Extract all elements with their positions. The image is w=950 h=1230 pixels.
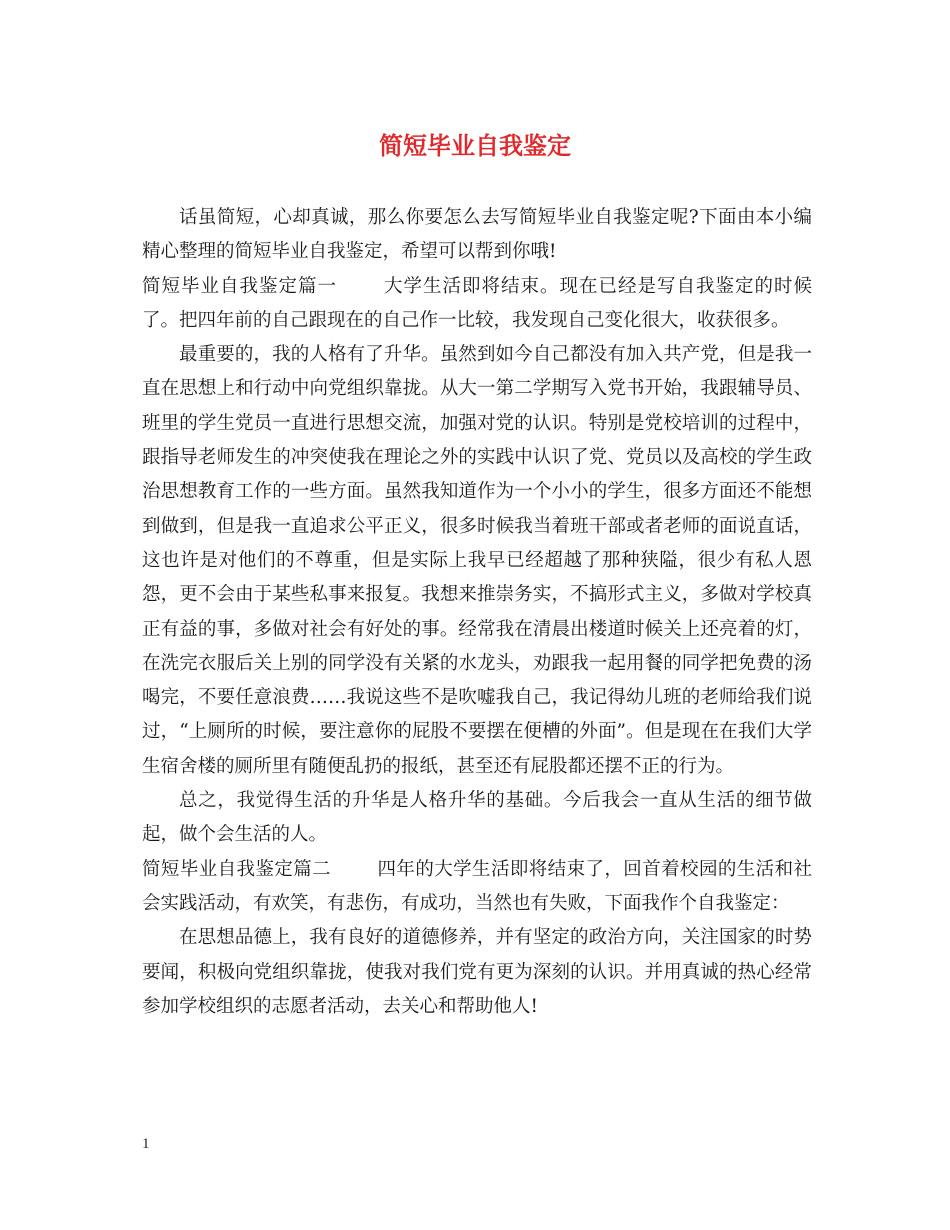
section2-paragraph <box>142 853 812 922</box>
section2-heading: 简短毕业自我鉴定篇二 <box>142 858 332 880</box>
intro-paragraph: 话虽简短，心却真诚，那么你要怎么去写简短毕业自我鉴定呢?下面由本小编精心整理的简短毕业自我鉴定，希望可以帮到你哦! <box>142 207 812 263</box>
section1-body-paragraph: 最重要的，我的人格有了升华。虽然到如今自己都没有加入共产党，但是我一直在思想上和行动中向党组织靠拢。从大一第二学期写入党书开始，我跟辅导员、班里的学生党员一直进行思想交流，加强对党的认识。特别是党校培训的过程中，跟指导老师发生的冲突使我在理论之外的实践中认识了党、党员以及高校的学生政治思想教育工作的一些方面。虽然我知道作为一个小小的学生，很多方面还不能想到做到，但是我一直追求公平正义，很多时候我当着班干部或者老师的面说直话，这也许是对他们的不尊重，但是实际上我早已经超越了那种狭隘，很少有私人恩怨，更不会由于某些私事来报复。我想来推崇务实，不搞形式主义，多做对学校真正有益的事，多做对社会有好处的事。经常我在清晨出楼道时候关上还亮着的灯，在洗完衣服后关上别的同学没有关紧的水龙头，劝跟我一起用餐的同学把免费的汤喝完，不要任意浪费……我说这些不是吹嘘我自己，我记得幼儿班的老师给我们说过，“上厕所的时候，要注意你的屁股不要摆在便槽的外面”。但是现在在我们大学生宿舍楼的厕所里有随便乱扔的报纸，甚至还有屁股都还摆不正的行为。 <box>142 344 812 777</box>
section1-paragraph <box>142 270 812 339</box>
section2-body-paragraph: 在思想品德上，我有良好的道德修养，并有坚定的政治方向，关注国家的时势要闻，积极向党组织靠拢，使我对我们党有更为深刻的认识。并用真诚的热心经常参加学校组织的志愿者活动，去关心和帮助他人! <box>142 927 812 1017</box>
document-title: 简短毕业自我鉴定 <box>379 132 571 160</box>
section1-conclusion-paragraph: 总之，我觉得生活的升华是人格升华的基础。今后我会一直从生活的细节做起，做个会生活的人。 <box>142 790 812 846</box>
section1-lead: 大学生活即将结束。现在已经是写自我鉴定的时候了。把四年前的自己跟现在的自己作一比较，我发现自己变化很大，收获很多。 <box>142 275 812 331</box>
section1-heading: 简短毕业自我鉴定篇一 <box>142 275 337 297</box>
page-number: 1 <box>142 1136 150 1152</box>
document-body <box>142 201 812 1024</box>
section2-lead: 四年的大学生活即将结束了，回首着校园的生活和社会实践活动，有欢笑，有悲伤，有成功，当然也有失败，下面我作个自我鉴定： <box>142 858 812 914</box>
